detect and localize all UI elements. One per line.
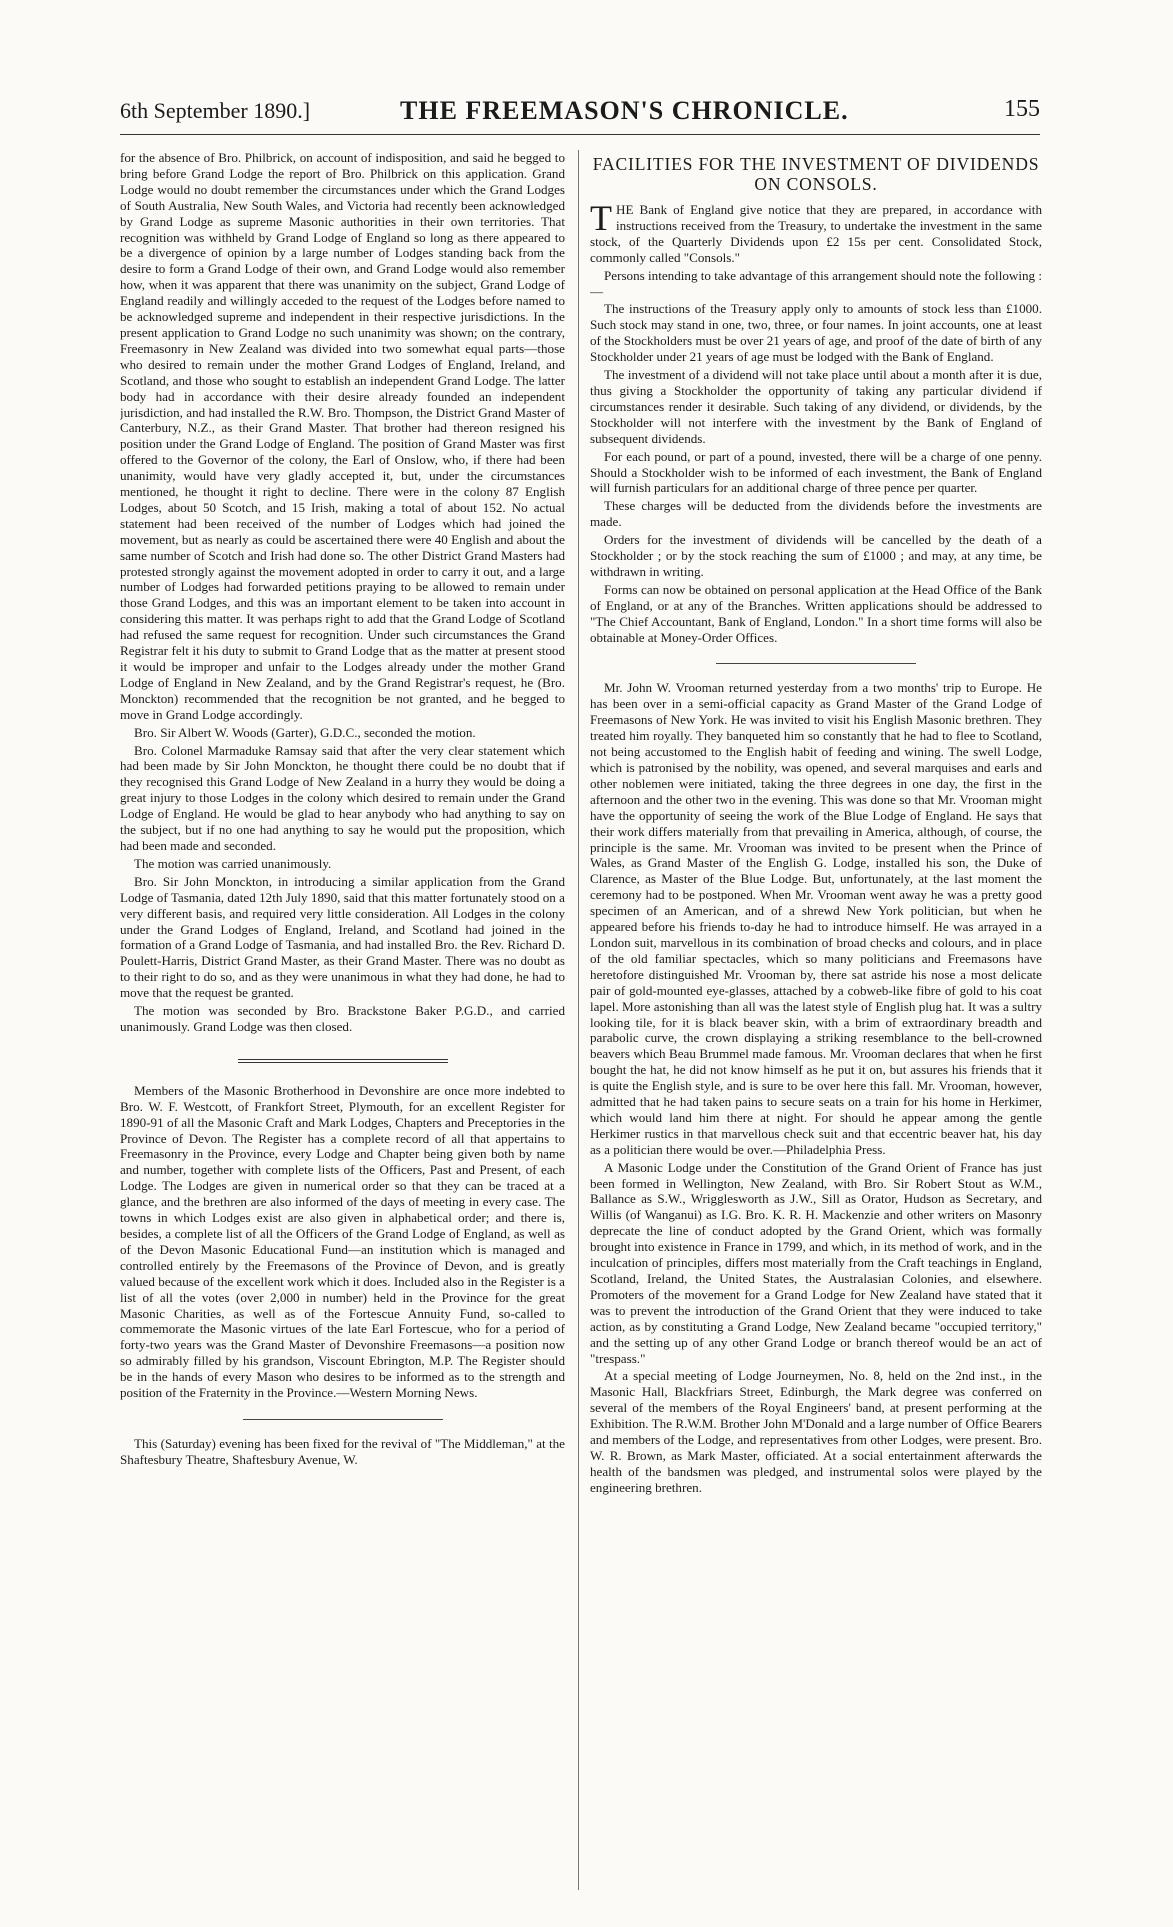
right-column bbox=[590, 150, 1042, 1895]
section-rule bbox=[243, 1419, 443, 1420]
consols-paragraph: The investment of a dividend will not take place until about a month after it is due, thus giving a Stockholder the opportunity of taking any particular dividend if circumstances render it desirable. Such taking of any dividend, or dividends, by the Stockholder will not interfere with the investment by the Bank of England of subsequent dividends. bbox=[590, 367, 1042, 446]
consols-paragraph: These charges will be deducted from the dividends before the investments are made. bbox=[590, 498, 1042, 530]
woods-seconding: Bro. Sir Albert W. Woods (Garter), G.D.C., seconded the motion. bbox=[134, 724, 476, 740]
consols-headline: FACILITIES FOR THE INVESTMENT OF DIVIDENDS ON CONSOLS. bbox=[592, 154, 1040, 194]
ramsay-statement: Bro. Colonel Marmaduke Ramsay said that after the very clear statement which had been made by Sir John Monckton, he thought there could be no doubt that if they recognised this Grand Lodge of New Zealand in a hurry they would be doing a great injury to those Lodges in the colony which desired to remain under the Grand Lodge of England. He would be glad to hear anybody who had anything to say on the subject, but if no one had anything to say he would put the proposition, which had been made and seconded. bbox=[120, 742, 565, 853]
section-rule bbox=[238, 1059, 448, 1063]
consols-paragraph: Forms can now be obtained on personal application at the Head Office of the Bank of England, or at any of the Branches. Written applications should be addressed to "The Chief Accountant, Bank of England, London." In a short time forms will also be obtainable at Money-Order Offices. bbox=[590, 581, 1042, 645]
section-rule bbox=[716, 663, 916, 664]
page-header bbox=[120, 92, 1040, 132]
grand-orient-article: A Masonic Lodge under the Constitution of the Grand Orient of France has just been formed in Wellington, New Zealand, with Bro. Sir Robert Stout as W.M., Ballance as S.W., Wrigglesworth as J.W., Sill as Orator, Hudson as Secretary, and Willis (of Wanganui) as I.G. Bro. K. R. H. Mackenzie and other writers on Masonry deprecate the line of conduct adopted by the Grand Orient, which was formally brought into existence in France in 1799, and which, in its method of work, and in the inculcation of principles, differs most materially from the Craft teachings in England, Scotland, Ireland, the United States, the Australasian Colonies, and elsewhere. Promoters of the movement for a Grand Lodge for New Zealand have stated that it was to prevent the introduction of the Grand Orient that they were induced to take action, as by constituting a Grand Lodge, New Zealand became "occupied territory," and the setting up of any other Grand Lodge or branch thereof would be an act of "trespass." bbox=[590, 1159, 1042, 1366]
vrooman-article: Mr. John W. Vrooman returned yesterday from a two months' trip to Europe. He has been over in a semi-official capacity as Grand Master of the Grand Lodge of Freemasons of New York. He was invited to visit his English Masonic brethren. They treated him royally. They banqueted him so constantly that he had to flee to Scotland, not being accustomed to the English habit of feeding and wining. The swell Lodge, which is patronised by the nobility, was opened, and several marquises and earls and other noblemen were initiated, taking the three degrees in one day, the first in the afternoon and the other two in the evening. This was done so that Mr. Vrooman might have the opportunity of seeing the work of the Blue Lodge of England. He says that their work differs materially from that prevailing in America, although, of course, the principle is the same. Mr. Vrooman was invited to be present when the Prince of Wales, as Grand Master of the English G. Lodge, installed his son, the Duke of Clarence, as Master of the Blue Lodge. But, unfortunately, at the last moment the ceremony had to be postponed. When Mr. Vrooman went away he was a pretty good specimen of an American, and of a shrewd New York politician, but when he appeared before his friends to-day he had to introduce himself. He was arrayed in a London suit, marvellous in its combination of broad checks and colours, and in place of the old familiar spectacles, which so many politicians and Freemasons have heretofore distinguished Mr. Vrooman by, there sat astride his nose a most delicate pair of gold-mounted eye-glasses, attached by a cobweb-like fibre of gold to his coat lapel. More astonishing than all was the latest style of English plug hat. It was a sultry looking tile, for it is black beaver skin, with a brim of extraordinary breadth and parabolic curve, the crown displaying a striking resemblance to the bell-crowned beavers which Beau Brummel made famous. Mr. Vrooman declares that when he first bought the hat, he did not know himself as he put it on, but assures his friends that it is quite the English style, and is sure to be over here this fall. Mr. Vrooman, however, admitted that he had taken pains to secure seats on a train for his home in Herkimer, which would land him there at night. For should he appear among the gentle Herkimer rustics in that marvellous check suit and that eccentric beaver hat, his day as a politician there would be over.—Philadelphia Press. bbox=[590, 680, 1042, 1157]
consols-paragraph: The instructions of the Treasury apply only to amounts of stock less than £1000. Such stock may stand in one, two, three, or four names. In joint accounts, one at least of the Stockholders must be over 21 years of age, and proof of the date of birth of any Stockholder under 21 years of age must be lodged with the Bank of England. bbox=[590, 301, 1042, 365]
consols-paragraph: Persons intending to take advantage of this arrangement should note the following :— bbox=[590, 267, 1042, 299]
journeymen-article: At a special meeting of Lodge Journeymen, No. 8, held on the 2nd inst., in the Masonic Hall, Blackfriars Street, Edinburgh, the Mark degree was conferred on several of the members of the Royal Engineers' band, at present performing at the Exhibition. The R.W.M. Brother John M'Donald and a large number of Office Bearers and members of the Lodge, and representatives from other Lodges, were present. Bro. W. R. Brown, as Mark Master, officiated. At a social entertainment afterwards the health of the bandsmen was pledged, and instrumental solos were played by the engineering brethren. bbox=[590, 1368, 1042, 1495]
motion-carried: The motion was carried unanimously. bbox=[134, 855, 332, 871]
consols-intro: THE Bank of England give notice that they are prepared, in accordance with instructions received from the Treasury, to undertake the investment in the same stock, of the Quarterly Dividends upon £2 15s per cent. Consolidated Stock, commonly called "Consols." bbox=[590, 198, 1042, 265]
lodge-closed: The motion was seconded by Bro. Brackstone Baker P.G.D., and carried unanimously. Grand Lodge was then closed. bbox=[120, 1003, 565, 1034]
masthead-title: THE FREEMASON'S CHRONICLE. bbox=[400, 96, 849, 125]
tasmania-application: Bro. Sir John Monckton, in introducing a similar application from the Grand Lodge of Tasmania, dated 12th July 1890, said that this matter fortunately stood on a very different basis, and required very little consideration. All Lodges in the colony under the Grand Lodges of England, Ireland, and Scotland had joined in the formation of a Grand Lodge of Tasmania, and had installed Bro. the Rev. Richard D. Poulett-Harris, District Grand Master, as their Grand Master. There was no doubt as to their right to do so, and as they were unanimous in what they had done, he had to move that the request be granted. bbox=[120, 873, 565, 1001]
issue-date: 6th September 1890.] bbox=[120, 98, 311, 123]
page-number: 155 bbox=[1004, 96, 1040, 122]
column-divider bbox=[578, 150, 579, 1890]
drop-cap: T bbox=[590, 198, 612, 238]
consols-paragraph: For each pound, or part of a pound, invested, there will be a charge of one penny. Should a Stockholder wish to be informed of each investment, the Bank of England will furnish particulars for an additional charge of three pence per quarter. bbox=[590, 448, 1042, 496]
devonshire-register: Members of the Masonic Brotherhood in Devonshire are once more indebted to Bro. W. F. Westcott, of Frankfort Street, Plymouth, for an excellent Register for 1890-91 of all the Masonic Craft and Mark Lodges, Chapters and Preceptories in the Province of Devon. The Register has a complete record of all that appertains to Freemasonry in the Province, every Lodge and Chapter being given both by name and number, together with complete lists of the Officers, Past and Present, of each Lodge. The Lodges are given in numerical order so that they can be traced at a glance, and the brethren are also informed of the days of meeting in every case. The towns in which Lodges exist are also given in alphabetical order; and there is, besides, a complete list of all the Officers of the Grand Lodge of England, as well as of the Devon Masonic Educational Fund—an institution which is managed and controlled entirely by the Freemasons of the Province of Devon, and is greatly valued because of the excellent work which it does. Included also in the Register is a list of all the votes (over 2,000 in number) held in the Province for the great Masonic Charities, as well as of the Fortescue Annuity Fund, so-called to commemorate the Masonic virtues of the late Earl Fortescue, who for a period of forty-two years was the Grand Master of Devonshire Freemasons—a position now so admirably filled by his grandson, Viscount Ebrington, M.P. The Register should be in the hands of every Mason who desires to be informed as to the strength and position of the Fraternity in the Province.—Western Morning News. bbox=[120, 1082, 565, 1401]
left-column bbox=[120, 150, 565, 1895]
consols-paragraph: Orders for the investment of dividends will be cancelled by the death of a Stockholder ; or by the stock reaching the sum of £1000 ; and may, at any time, be withdrawn in writing. bbox=[590, 532, 1042, 579]
header-rule bbox=[120, 134, 1040, 135]
grand-lodge-report: for the absence of Bro. Philbrick, on account of indisposition, and said he begged to bring before Grand Lodge the report of Bro. Philbrick on this application. Grand Lodge would no doubt remember the circumstances under which the Grand Lodges of South Australia, New South Wales, and Victoria had recently been acknowledged by Grand Lodge as supreme Masonic authorities in their own territories. That recognition was withheld by Grand Lodge of England so long as there appeared to be a divergence of opinion by a large number of Lodges standing back from the desire to form a Grand Lodge of their own, and Grand Lodge would also remember how, when it was apparent that there was unanimity on the subject, Grand Lodge of England readily and willingly acceded to the request of the Lodges before named to be acknowledged supreme and independent in their respective jurisdictions. In the present application to Grand Lodge no such unanimity was shown; on the contrary, Freemasonry in New Zealand was divided into two somewhat equal parts—those who desired to remain under the mother Grand Lodges of England, Ireland, and Scotland, and those who sought to establish an independent Grand Lodge. The latter body had in accordance with their desire already founded an independent jurisdiction, and had installed the R.W. Bro. Thompson, the District Grand Master of Canterbury, N.Z., as their Grand Master. That brother had thereon resigned his position under the Grand Lodge of England. The position of Grand Master was first offered to the Governor of the colony, the Earl of Onslow, who, if there had been unanimity, would have very gladly accepted it, but, under the circumstances mentioned, he thought it right to decline. There were in the colony 87 English Lodges, about 50 Scotch, and 15 Irish, making a total of about 152. No actual statement had been received of the number of Lodges which had joined the movement, but as nearly as could be ascertained there were 40 English and about the same number of Scotch and Irish had done so. The other District Grand Masters had protested strongly against the movement adopted in order to carry it out, and a large number of Lodges had forwarded petitions praying to be allowed to remain under those Grand Lodges, and this was an important element to be taken into account in considering this matter. It was perhaps right to add that the Grand Lodge of Scotland had refused the same request for recognition. Under such circumstances the Grand Registrar felt it his duty to submit to Grand Lodge that as the matter at present stood it would be improper and unfair to the Lodges already under the mother Grand Lodge of England in New Zealand, and by the Grand Registrar's request, he (Bro. Monckton) recommended that the recognition be not granted, and he begged to move in Grand Lodge accordingly. bbox=[120, 150, 565, 722]
middleman-notice: This (Saturday) evening has been fixed for the revival of "The Middleman," at the Shaftesbury Theatre, Shaftesbury Avenue, W. bbox=[120, 1435, 565, 1467]
